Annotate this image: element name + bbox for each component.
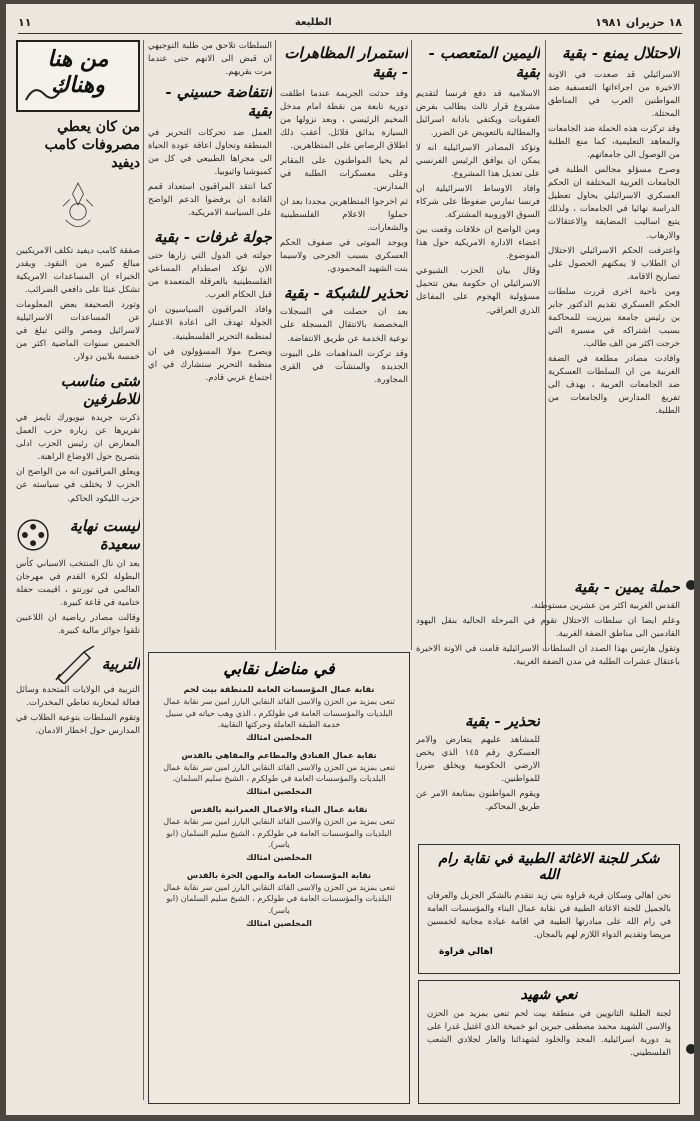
notice-signature: المخلصين امثالك <box>246 852 312 862</box>
column-rule <box>143 40 144 1100</box>
article-paragraph: وافادت مصادر مطلعة في الضفة الغربية من ان السلطات العسكرية ضد الجامعات العربية ، بهدف الى تفريغ المدارس والجامعات من الطلبة. <box>548 354 680 417</box>
article-paragraph: وافاد الاوساط الاسرائيلية ان فرنسا تمارس ضغوطا على شركاء السوق الاوروبية المشتركة. <box>416 183 540 221</box>
article-paragraph: وقال بيان الحزب الشيوعي الاسرائيلي ان حكومة بيغن تتحمل مسؤولية الهجوم على المفاعل الذري العراقي. <box>416 266 540 316</box>
ornament-illustration-icon <box>16 179 140 239</box>
thanks-signature: اهالي قراوة <box>439 947 493 958</box>
column-logo-text: من هنا وهناك <box>47 46 109 99</box>
article-paragraph: ومن الواضح ان خلافات وقعت بين اعضاء الادارة الامريكية حول هذا الموضوع. <box>416 225 540 262</box>
article-extreme-right <box>416 40 540 640</box>
article-paragraph: وتؤكد المصادر الاسرائيلية انه لا يمكن ان يوافق الرئيس الفرنسي على تعديل هذا المشروع. <box>416 142 540 179</box>
article-paragraph: ومن ناحية اخرى قررت سلطات الحكم العسكري تقديم الدكتور جابر بن رئيس جامعة بيرزيت للمحاكمة بسبب اشتراكه في مسيرة التي خرجت اكثر من الف طالب. <box>548 286 680 349</box>
article-paragraph: وتقوم السلطات بتوعية الطلاب في المدارس حول اخطار الادمان. <box>16 713 140 737</box>
article-paragraph: واعترفت الحكم الاسرائيلي الاحتلال ان الطلاب لا يمكنهم الحصول على تصاريح الاقامة. <box>548 245 680 282</box>
column-rule <box>545 40 546 650</box>
article-paragraph: وتورد الصحيفة بعض المعلومات عن المساعدات الاسرائيلية لاسرائيل ومصر والتي تبلغ في الخمس سنوات الماضية اكثر من خمسة بلايين دولار. <box>16 299 140 363</box>
notice-body: تنعى بمزيد من الحزن والاسى القائد النقابي البارز امين سر نقابة عمال البلديات والمؤسسات العامة في طولكرم ، الشيخ سليم السلمان (ابو ياسر). <box>163 816 395 850</box>
article-paragraph: وقد حدثت الجريمة عندما اطلقت دورية تابعة من نقطة امام مدخل المخيم الرئيسي ، وبعد نزولها من السيارة بدائق قلائل. أعقب ذلك اطلاق الرصاص على المتظاهرين. <box>280 88 408 151</box>
article-headline: حملة يمين - بقية <box>574 578 680 596</box>
article-paragraph: ثم اخرجوا المتظاهرين مجددا بعد ان حملوا الاعلام الفلسطينية والشعارات. <box>280 197 408 234</box>
column-rule <box>411 40 412 650</box>
issue-date: ١٨ حزيران ١٩٨١ <box>595 16 682 29</box>
article-headline: شتى مناسب للاطرفين <box>60 372 140 409</box>
article-paragraph: وتقول هارتس بهذا الصدد ان السلطات الاسرائيلية قامت في الاونة الاخيرة باعتقال عشرات الطلبة في مدن الضفة الغربية. <box>416 644 680 668</box>
education-section-header <box>16 644 140 684</box>
decorative-flourish-icon <box>24 82 64 104</box>
notice-heading: نقابة عمال البناء والاعمال العمرانية بالقدس <box>190 803 368 814</box>
article-warning <box>416 704 540 836</box>
obituary-notice <box>157 804 401 862</box>
article-paragraph: التربية في الولايات المتحدة وسائل فعالة لمحاربة تعاطي المخدرات. <box>16 684 140 708</box>
article-paragraph: القدس الغربية اكثر من عشرين مستوطنة. <box>530 601 680 611</box>
union-box-title: في مناضل نقابي <box>223 659 335 678</box>
notice-body: تنعى بمزيد من الحزن والاسى القائد النقابي البارز امين سر نقابة عمال البلديات والمؤسسات العامة في طولكرم ، الشيخ سليم السلمان (ابو ياسر). <box>163 882 395 915</box>
article-headline: من كان يعطي مصروفات كامب ديفيد <box>44 119 140 172</box>
notice-heading: نقابة عمال المؤسسات العامة للمنطقة بيت لحم <box>183 684 375 694</box>
article-paragraph: وقالت مصادر رياضية ان اللاعبين تلقوا جوائز مالية كبيرة. <box>16 612 140 636</box>
martyr-body: لجنة الطلبة الثانويين في منطقة بيت لحم تنعي بمزيد من الحزن والاسى الشهيد محمد مصطفى جبرين ابو خميخة الذي اغتيل غدرا على يد دورية اسرائيلية. المجد والخلود لشهدائنا والعار لجلادي الشعب الفلسطيني. <box>427 1008 671 1058</box>
article-paragraph: الاسلامية قد دفع فرنسا لتقديم مشروع قرار ثالث يطالب بفرض العقوبات ويكتفي بادانة اسرائيل والمطالبة بالتعويض عن الضرر. <box>416 88 540 138</box>
page-header <box>18 12 682 34</box>
column-rule <box>275 40 276 650</box>
article-paragraph: وافاد المراقبون السياسيون ان الجولة تهدف الى اعادة الاعتبار لمنظمة التحرير الفلسطينية. <box>148 305 272 342</box>
article-demonstrations <box>280 40 408 640</box>
article-headline: تحذير - بقية <box>464 712 540 730</box>
binding-hole <box>686 1044 694 1054</box>
article-paragraph: ذكرت جريدة نيويورك تايمز في تقريرها عن زيارة حزب العمل المعارض ان رئيس الحزب ادلى بتصريح حول الاوضاع الراهنة. <box>16 413 140 463</box>
article-paragraph: الاسرائيلي قد صعدت في الاونة الاخيرة من اجراءاتها التعسفية ضد المواطنين العرب في المناطق المحتلة. <box>548 69 680 119</box>
article-paragraph: جولته في الدول التي زارها حتى الان تؤكد اصطدام المساعي الفلسطينية بالعرقلة المتعمدة من قبل الحكام العرب. <box>148 251 272 301</box>
article-paragraph: ويصرح مولا المسؤولون في ان منظمة التحرير ستشارك في اي اجتماع عربي قادم. <box>148 346 272 383</box>
page-number: ١١ <box>18 16 32 29</box>
article-headline: استمرار المظاهرات - بقية <box>284 44 408 81</box>
paper-name: الطليعة <box>294 17 332 28</box>
from-here-and-there-column <box>16 40 140 1102</box>
article-paragraph: العمل ضد تحركات التحرير في المنطقة وتحاول اعاقة عودة الحياة الى مجراها الطبيعي في كل من كمبوشيا واثيوبيا. <box>148 127 272 177</box>
article-paragraph: وقد تركزت هذه الحملة ضد الجامعات والمعاهد التعليمية، كما منع الطلبة من الوصول الى جامعاتهم. <box>548 124 680 161</box>
article-paragraph: صفقة كامب ديفيد تكلف الامريكيين مبالغ كبيرة من النقود. ويقدر الخبراء ان المساعدات الامريكية تشكل عبئا على دافعي الضرائب. <box>16 245 140 295</box>
syringe-sketch-icon <box>54 644 98 684</box>
martyr-title: نعي شهيد <box>520 987 578 1003</box>
notice-heading: نقابة عمال الفنادق والمطاعم والمقاهي بالقدس <box>181 749 377 760</box>
article-paragraph: لم يحيا المواطنون على المقابر وعلى معسكرات الطلبة في المدارس. <box>280 155 408 192</box>
thanks-body: نحن اهالي وسكان قرية قراوة بني زيد نتقدم بالشكر الجزيل والعرفان بالجميل للجنة الاغاثة الطبية في نقابة عمال البناء والمؤسسات العامة في رام الله على مبادرتها الطيبة في اقامة عيادة مجانية لخمسين مريضا وتقديم الدواء اللازم لهم بالمجان. <box>427 890 671 940</box>
article-occupation <box>548 40 680 640</box>
article-uprising <box>148 40 272 640</box>
martyr-notice-box <box>418 980 680 1104</box>
article-paragraph: وعلم ايضا ان سلطات الاحتلال تقوم في المرحلة الحالية بنقل اليهود القادمين الى مناطق الضفة الغربية. <box>416 616 680 640</box>
article-headline: اليمين المتعصب - بقية <box>428 44 540 81</box>
notice-body: تنعى بمزيد من الحزن والاسى القائد النقابي البارز امين سر نقابة عمال البلديات والمؤسسات العامة في طولكرم ، الذي وهب حياته في سبيل خدمة الطبقة العاملة وحركتها النقابية. <box>163 697 395 730</box>
notice-body: تنعى بمزيد من الحزن والاسى القائد النقابي البارز امين سر نقابة عمال البلديات والمؤسسات العامة في طولكرم ، الشيخ سليم السلمان. <box>163 762 395 784</box>
article-paragraph: وصرح مسؤلو مجالس الطلبة في الجامعات العربية المختلفة ان الحكم العسكري الاسرائيلي يحاول تعطيل الدراسة نهائيا في الجامعات ، ولذلك يتبع اساليب المضايقة والاعتقالات والارهاب. <box>548 165 680 241</box>
article-paragraph: السلطات تلاحق من طلبة التوجيهي ان قبض الى الانهم حتى عندما مرت بقريهم. <box>148 41 272 78</box>
obituary-notice <box>157 684 401 742</box>
article-paragraph: كما انتقد المراقبون استعداد قمم القادة ان يرفضوا الدعم الواضح على السياسة الامريكية. <box>148 181 272 219</box>
article-headline: الاحتلال يمنع - بقية <box>562 44 680 62</box>
article-headline: ليست نهاية سعيدة <box>69 516 140 553</box>
article-headline: جولة غرفات - بقية <box>154 228 272 247</box>
notice-signature: المخلصين امثالك <box>246 786 312 796</box>
article-paragraph: ويوجد الموتى في صفوف الحكم العسكري بسبب الجرحى ولاسيما بنت الشهيد المحمودي. <box>280 238 408 275</box>
article-paragraph: ويقوم المواطنون بمتابعة الامر عن طريق المحاكم. <box>416 789 540 813</box>
thanks-title: شكر للجنة الاغاثة الطبية في نقابة رام الله <box>438 851 660 883</box>
notice-signature: المخلصين امثالك <box>246 918 312 928</box>
article-paragraph: وقد تركزت المداهمات على البيوت الجديدة والمنشآت في القرى المجاورة. <box>280 348 408 385</box>
obituary-notice <box>157 870 401 928</box>
notice-signature: المخلصين امثالك <box>246 732 312 742</box>
film-reel-icon <box>16 512 50 558</box>
film-section-header <box>16 512 140 558</box>
notice-heading: نقابة المؤسسات العامة والمهن الحرة بالقدس <box>186 869 372 880</box>
article-paragraph: ويعلق المراقبون انه من الواضح ان الحزب لا يختلف في سياسته عن حزب الليكود الحاكم. <box>16 467 140 504</box>
union-obituary-box <box>148 652 410 1104</box>
article-paragraph: بعد ان نال المنتخب الاسباني كأس البطولة لكرة القدم في مهرجان العالمي في تورنتو ، اقيمت حفلة ختامية في قاعة كبيرة. <box>16 558 140 608</box>
article-paragraph: بعد ان حصلت في السجلات المخصصة بالانتقال المسجلة على نوعية الخدمة عن طريق الانتفاضة. <box>280 307 408 344</box>
article-headline: تحذير للشبكة - بقية <box>283 284 408 303</box>
article-headline: انتفاضة حسيني - بقية <box>165 83 272 120</box>
column-logo <box>16 40 140 112</box>
thanks-notice-box <box>418 844 680 974</box>
binding-hole <box>686 580 694 590</box>
obituary-notice <box>157 750 401 796</box>
article-paragraph: للمشاهد عليهم يتعارض والامر العسكري رقم ١٤٥ الذي يخص الارضي الحكومية ويخلق ضررا للمواطنين. <box>416 735 540 785</box>
newspaper-page <box>6 4 694 1115</box>
article-headline: التربية <box>101 654 140 673</box>
